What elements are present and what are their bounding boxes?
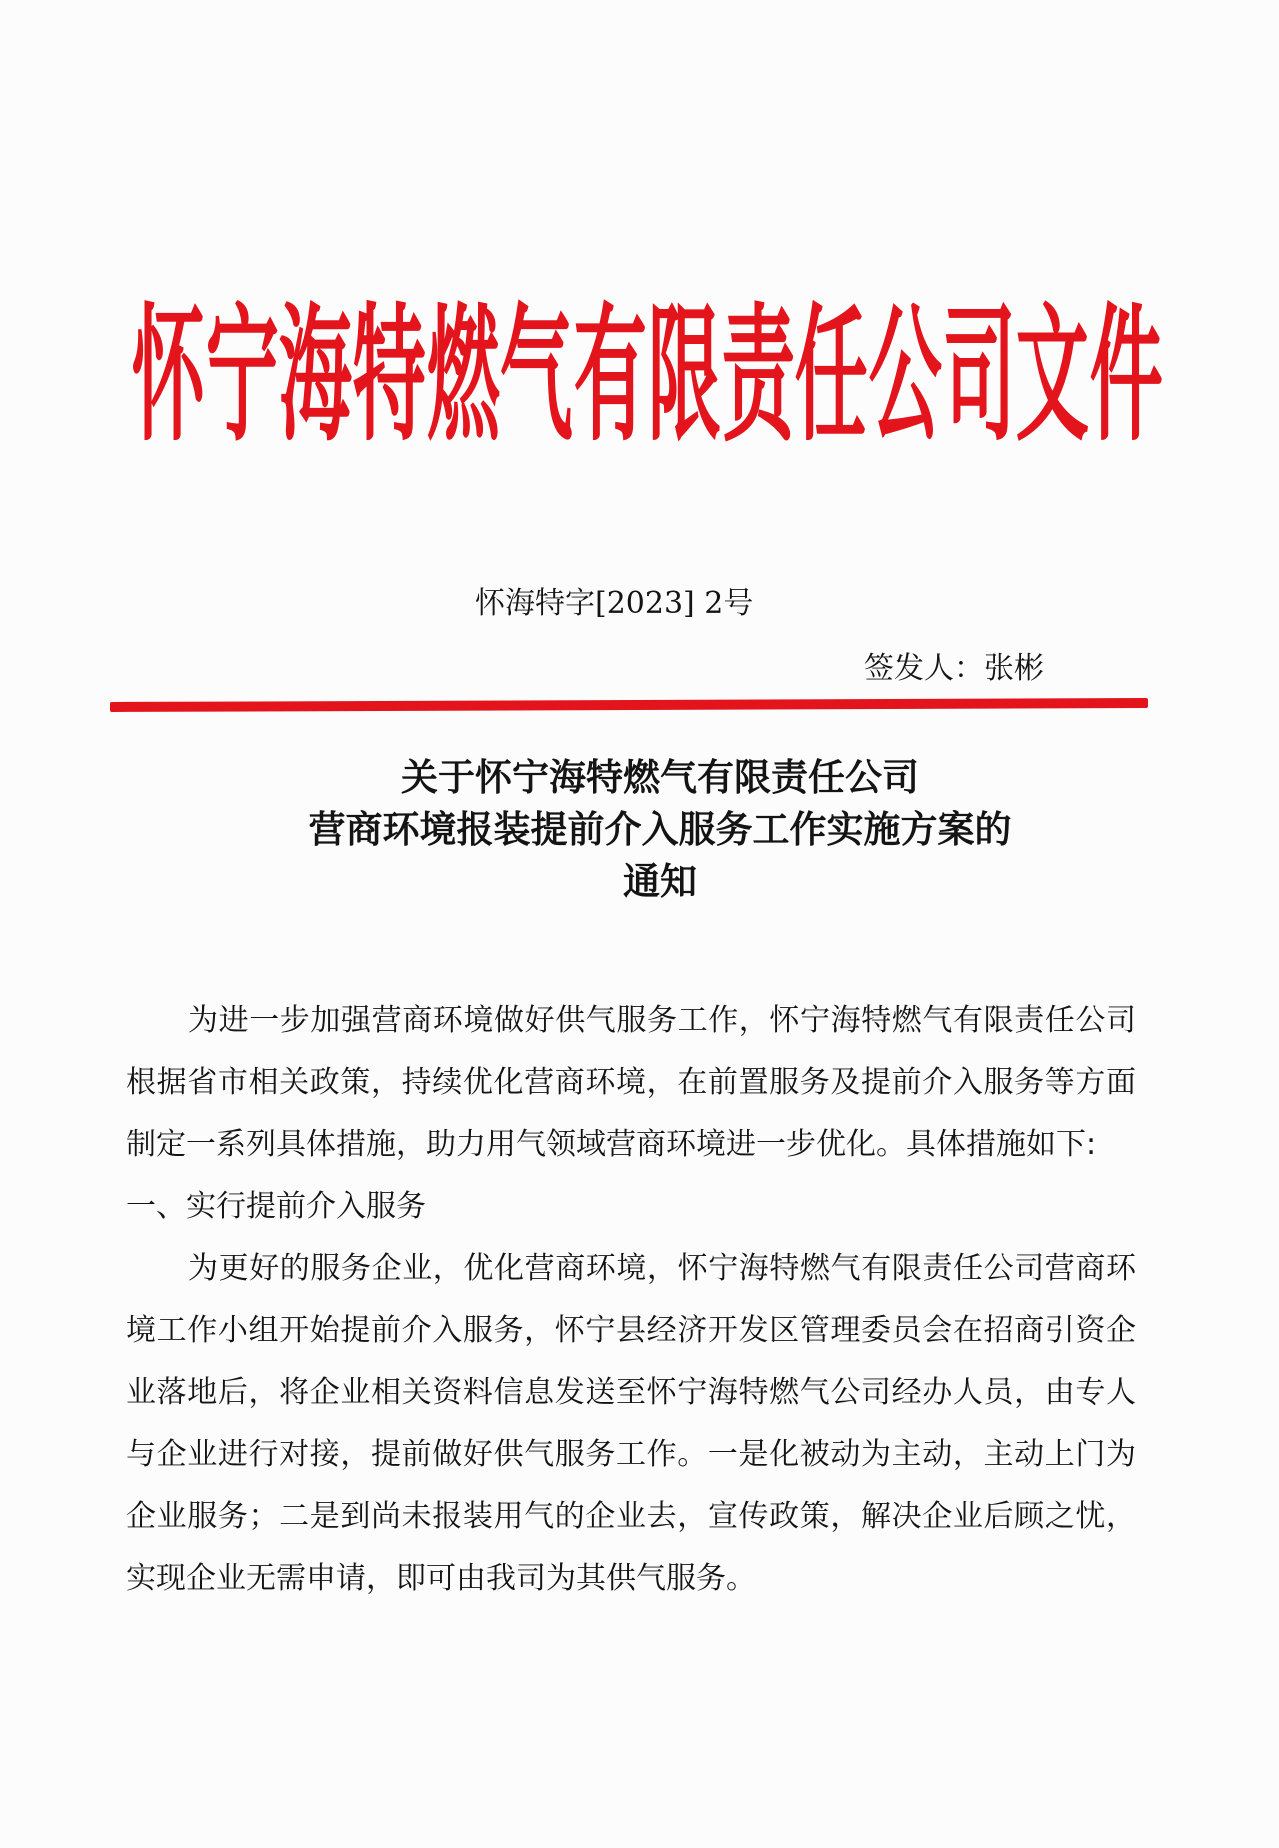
title-line-1: 关于怀宁海特燃气有限责任公司 <box>401 756 919 799</box>
masthead-char: 气 <box>500 288 574 462</box>
masthead-char: 燃 <box>426 288 500 462</box>
masthead-char: 文 <box>1015 288 1090 462</box>
signer-name: 张彬 <box>984 651 1044 686</box>
masthead-char: 海 <box>279 288 353 462</box>
section-paragraph: 为更好的服务企业，优化营商环境，怀宁海特燃气有限责任公司营商环境工作小组开始提前介入服务，怀宁县经济开发区管理委员会在招商引资企业落地后，将企业相关资料信息发送至怀宁海特燃气公司经办人员，由专人与企业进行对接，提前做好供气服务工作。一是化被动为主动，主动上门为企业服务；二是到尚未报装用气的企业去，宣传政策，解决企业后顾之忧，实现企业无需申请，即可由我司为其供气服务。 <box>126 1251 1136 1596</box>
signer <box>864 643 1044 687</box>
document-number: 怀海特字[2023] 2号 <box>475 586 754 621</box>
masthead-char: 宁 <box>205 288 279 462</box>
title-line-3: 通知 <box>623 860 697 903</box>
masthead-char: 有 <box>573 288 647 462</box>
signer-label: 签发人： <box>864 651 984 686</box>
masthead-char: 责 <box>721 288 795 462</box>
masthead <box>118 280 1163 470</box>
masthead-char: 司 <box>942 288 1016 462</box>
document-title <box>180 752 1140 908</box>
document-body <box>126 990 1136 1610</box>
red-divider <box>110 698 1148 712</box>
masthead-char: 特 <box>352 288 426 462</box>
masthead-char: 限 <box>647 288 721 462</box>
title-line-2: 营商环境报装提前介入服务工作实施方案的 <box>308 808 1012 851</box>
masthead-char: 任 <box>794 288 869 462</box>
intro-paragraph: 为进一步加强营商环境做好供气服务工作，怀宁海特燃气有限责任公司根据省市相关政策，持续优化营商环境，在前置服务及提前介入服务等方面制定一系列具体措施，助力用气领域营商环境进一步优化。具体措施如下: <box>126 1003 1136 1162</box>
masthead-char: 件 <box>1089 288 1163 462</box>
masthead-char: 公 <box>868 288 942 462</box>
section-heading: 一、实行提前介入服务 <box>126 1189 426 1224</box>
masthead-char: 怀 <box>131 288 205 462</box>
